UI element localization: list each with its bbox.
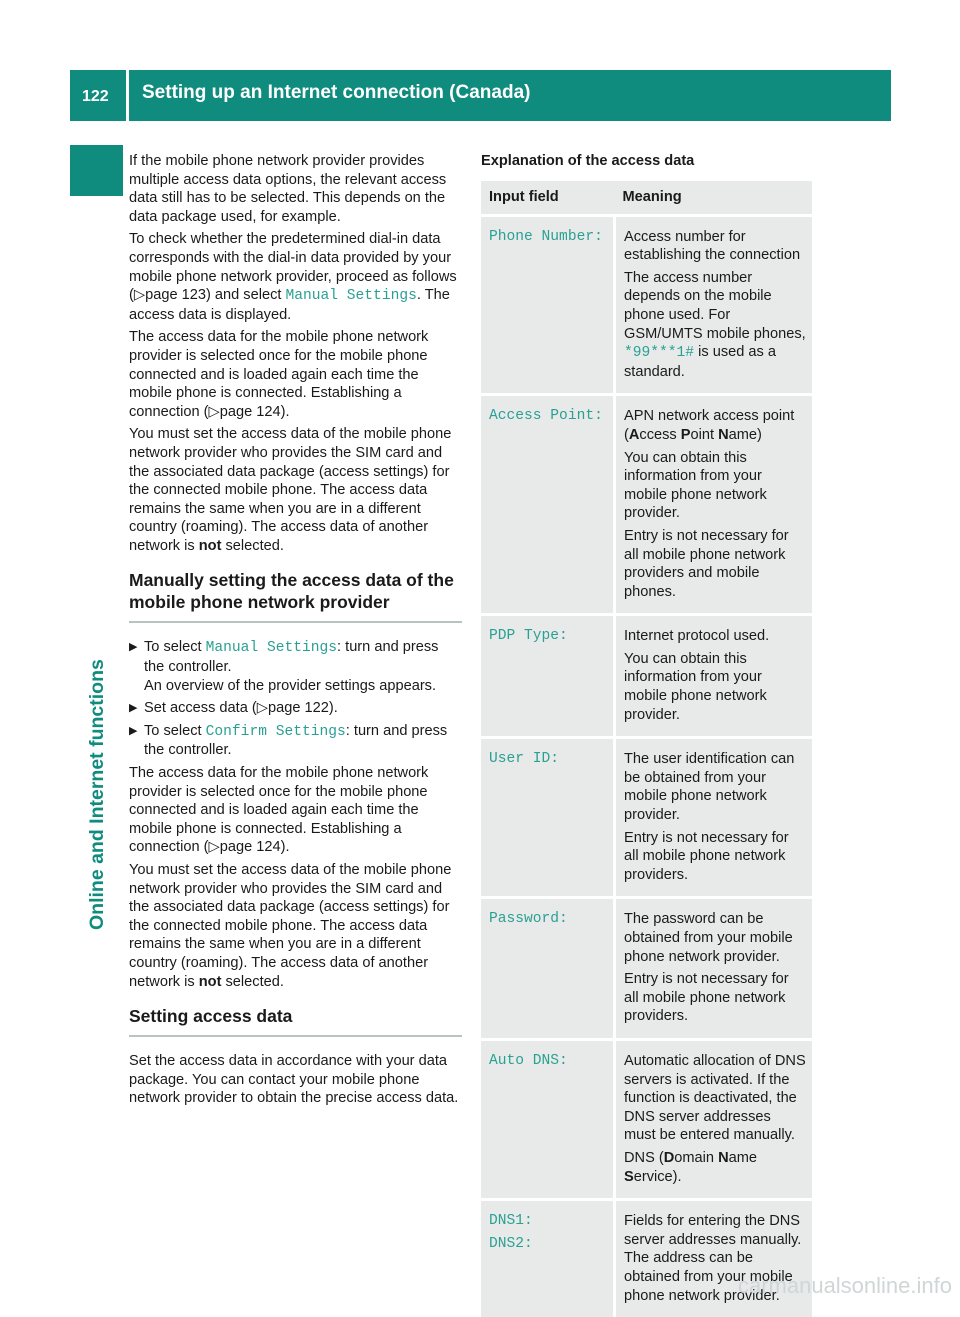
page-ref-icon: ▷ xyxy=(256,700,268,717)
code-manual-settings: Manual Settings xyxy=(285,288,417,305)
code-confirm-settings: Confirm Settings xyxy=(205,723,346,740)
text: page 122). xyxy=(268,700,338,717)
text: To select xyxy=(144,722,206,739)
page-ref-icon: ▷ xyxy=(208,403,220,420)
watermark: carmanualsonline.info xyxy=(737,1273,952,1299)
table-row xyxy=(481,1200,812,1317)
page-header xyxy=(70,70,891,121)
text: page 124). xyxy=(219,403,290,420)
section-marker xyxy=(70,145,123,196)
right-column xyxy=(481,152,812,1317)
bold-letter: P xyxy=(680,426,691,443)
side-section-label xyxy=(86,659,108,950)
meaning-text: Entry is not necessary for all mobile phone network providers. xyxy=(624,971,789,1025)
column-header-input-field: Input field xyxy=(481,181,615,216)
text: The access number depends on the mobile phone used. For GSM/UMTS mobile phones, xyxy=(624,269,806,342)
page-ref-icon: ▷ xyxy=(133,287,146,304)
paragraph-selected-2 xyxy=(129,764,462,857)
text: DNS ( xyxy=(624,1149,664,1166)
paragraph-must-set-2 xyxy=(129,861,462,991)
meaning-text xyxy=(624,407,806,444)
text: The access data for the mobile phone network provider is selected once for the mobile phone connected and is loaded again each time the mobile phone is connected. Establishing a connection ( xyxy=(129,765,429,856)
meaning-text: Access number for establishing the connection xyxy=(624,228,801,264)
meaning-text: Fields for entering the DNS server addresses manually. The address can be obtained from your mobile phone network provider. xyxy=(624,1213,802,1304)
text: ccess xyxy=(639,426,681,443)
text: You must set the access data of the mobile phone network provider who provides the SIM card and the associated data package (access settings) for the connected mobile phone. The access data remains the same when you are in a different country (roaming). The access data of another network is xyxy=(129,426,452,554)
meaning-text: You can obtain this information from your mobile phone network provider. xyxy=(624,650,767,723)
step-arrow-icon: ▶ xyxy=(129,724,138,737)
bold-not: not xyxy=(198,537,222,554)
page-title: Setting up an Internet connection (Canada) xyxy=(142,82,531,103)
step-arrow-icon: ▶ xyxy=(129,641,138,654)
text: omain xyxy=(674,1149,719,1166)
bold-letter: A xyxy=(628,426,640,443)
text: selected. xyxy=(221,973,284,990)
step-result: An overview of the provider settings appears. xyxy=(144,677,437,694)
table-row xyxy=(481,215,812,395)
text: You must set the access data of the mobile phone network provider who provides the SIM card and the associated data package (access settings) for the connected mobile phone. The access data remains the same when you are in a different country (roaming). The access data of another network is xyxy=(129,862,452,990)
bold-letter: S xyxy=(624,1168,634,1185)
header-divider xyxy=(126,70,129,121)
field-dns1: DNS1: xyxy=(489,1213,533,1230)
steps-list xyxy=(129,638,462,760)
heading-setting-access-data: Setting access data xyxy=(129,1005,462,1037)
column-header-meaning: Meaning xyxy=(615,181,813,216)
step-arrow-icon: ▶ xyxy=(129,702,138,715)
text: ame xyxy=(728,1149,758,1166)
meaning-text xyxy=(624,269,806,382)
field-dns2: DNS2: xyxy=(489,1235,533,1252)
meaning-text: The password can be obtained from your mobile phone network provider. xyxy=(624,911,793,965)
bold-letter: D xyxy=(663,1149,675,1166)
text: To select xyxy=(144,639,206,656)
text: : turn and press the controller. xyxy=(144,722,448,759)
heading-manual-setting: Manually setting the access data of the mobile phone network provider xyxy=(129,569,462,623)
paragraph-must-set xyxy=(129,425,462,555)
field-auto-dns: Auto DNS: xyxy=(489,1052,568,1069)
text: . The access data is displayed. xyxy=(129,287,450,323)
text: : turn and press the controller. xyxy=(144,639,439,676)
meaning-text: Entry is not necessary for all mobile phone network providers. xyxy=(624,829,789,883)
paragraph-selected xyxy=(129,328,462,421)
access-data-table xyxy=(481,181,812,1317)
code-dial-number: *99***1# xyxy=(624,345,695,362)
table-header-row xyxy=(481,181,812,216)
text: page 124). xyxy=(219,839,290,856)
meaning-text: The user identification can be obtained from your mobile phone network provider. xyxy=(624,751,795,824)
step-item xyxy=(129,699,462,718)
field-password: Password: xyxy=(489,911,568,928)
table-row xyxy=(481,395,812,615)
page-number: 122 xyxy=(82,88,109,105)
bold-letter: N xyxy=(718,426,729,443)
field-user-id: User ID: xyxy=(489,751,560,768)
table-row xyxy=(481,615,812,738)
table-row xyxy=(481,1039,812,1199)
bold-letter: N xyxy=(718,1149,729,1166)
text: is used as a standard. xyxy=(624,344,776,380)
meaning-text xyxy=(624,1149,806,1186)
text: selected. xyxy=(221,537,284,554)
field-phone-number: Phone Number: xyxy=(489,228,603,245)
meaning-text: Automatic allocation of DNS servers is activated. If the function is deactivated, the DNS server addresses must be entered manually. xyxy=(624,1052,806,1144)
code-manual-settings: Manual Settings xyxy=(205,640,338,657)
paragraph-intro: If the mobile phone network provider provides multiple access data options, the relevant access data still has to be selected. This depends on the data package used, for example. xyxy=(129,153,447,225)
text: ervice). xyxy=(633,1168,682,1185)
text: ame) xyxy=(728,426,762,443)
text: oint xyxy=(690,426,719,443)
text: page 123) and select xyxy=(145,287,286,304)
meaning-text: You can obtain this information from your mobile phone network provider. xyxy=(624,449,767,522)
paragraph-set-access: Set the access data in accordance with your data package. You can contact your mobile phone network provider to obtain the precise access data. xyxy=(129,1053,459,1107)
text: To check whether the predetermined dial-in data corresponds with the dial-in data provided by your mobile phone network provider, proceed as follows ( xyxy=(129,231,457,304)
paragraph-check xyxy=(129,230,462,324)
meaning-text: Internet protocol used. xyxy=(624,628,770,645)
page-ref-icon: ▷ xyxy=(208,839,220,856)
meaning-text: Entry is not necessary for all mobile phone network providers and mobile phones. xyxy=(624,527,789,600)
field-pdp-type: PDP Type: xyxy=(489,628,568,645)
bold-not: not xyxy=(198,973,222,990)
table-title: Explanation of the access data xyxy=(481,153,695,169)
table-row xyxy=(481,898,812,1040)
table-row xyxy=(481,738,812,898)
left-column xyxy=(129,152,462,1112)
text: The access data for the mobile phone network provider is selected once for the mobile phone connected and is loaded again each time the mobile phone is connected. Establishing a connection ( xyxy=(129,329,429,420)
side-label-text: Online and Internet functions xyxy=(86,659,108,930)
text: APN network access point ( xyxy=(624,408,795,443)
text: Set access data ( xyxy=(144,700,257,717)
field-access-point: Access Point: xyxy=(489,408,603,425)
step-item xyxy=(129,638,462,695)
step-item xyxy=(129,722,462,760)
